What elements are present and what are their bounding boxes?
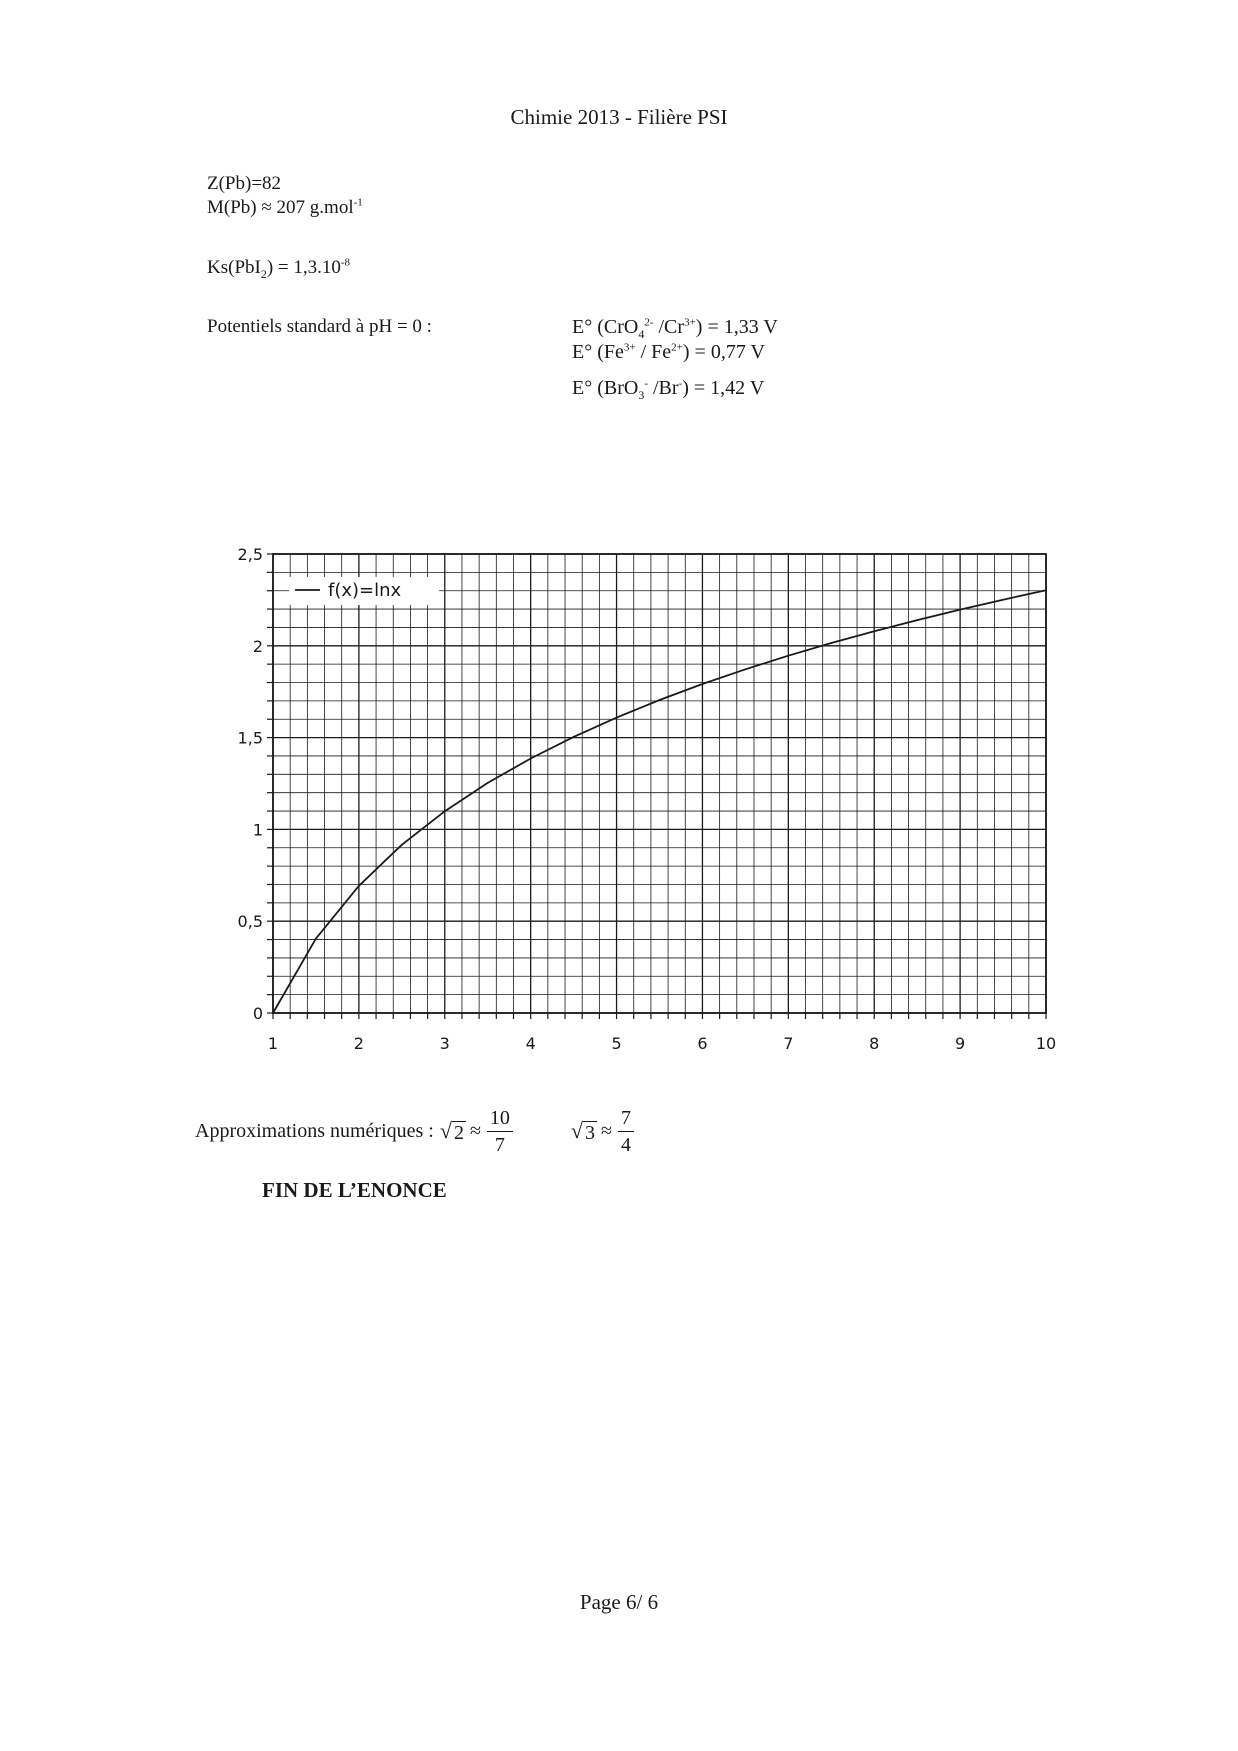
series-point (873, 630, 875, 632)
y-tick-label: 2,5 (237, 545, 263, 564)
ks-pbi2: $Ks(PbI_2) = 1,3.10^{-8}$ (207, 256, 351, 281)
x-tick-label: 1 (267, 1034, 279, 1053)
z-pb: Z(Pb)=82 (207, 173, 282, 194)
series-point (659, 699, 661, 701)
series-point (830, 642, 832, 644)
potential-bro3-br: E° (BrO$_3$- /Br-) = 1,42 V (572, 377, 765, 402)
approximations: Approximations numériques : √ 2 ≈ $\frac{10}{7}$ √ 3 ≈ $\frac{7}{4}$ (195, 1105, 640, 1158)
potential-fe3-fe2: E° $(Fe^{3+} / Fe^{2+}) = 0,77$ V (572, 341, 765, 363)
sqrt2: √ 2 (439, 1118, 464, 1144)
y-tick-label: 1,5 (237, 728, 263, 748)
potentials-label: Potentiels standard à pH = 0 : (207, 316, 432, 337)
fraction-10-7: $\frac{10}{7}$ (487, 1105, 513, 1158)
x-tick-label: 7 (783, 1034, 794, 1053)
x-tick-label: 5 (611, 1034, 622, 1053)
series-point (272, 1012, 274, 1014)
series-point (487, 782, 489, 784)
series-point (616, 717, 618, 719)
end-of-statement: FIN DE L’ENONCE (262, 1178, 447, 1202)
series-point (788, 655, 790, 657)
y-tick-label: 0 (252, 1004, 263, 1023)
y-tick-label: 1 (252, 820, 263, 840)
fraction-7-4: $\frac{7}{4}$ (618, 1105, 634, 1158)
x-tick-label: 10 (1035, 1034, 1057, 1053)
series-point (444, 810, 446, 812)
series-point (573, 736, 575, 738)
page-header: Chimie 2013 - Filière PSI (510, 105, 728, 129)
x-tick-label: 2 (353, 1034, 364, 1053)
x-tick-label: 9 (955, 1034, 966, 1053)
legend-label: f(x)=lnx (328, 580, 402, 601)
sqrt3: √ 3 (570, 1118, 595, 1144)
series-point (1045, 589, 1047, 591)
series-point (702, 683, 704, 685)
series-line-lnx (273, 590, 1046, 1013)
x-tick-label: 3 (439, 1034, 450, 1053)
series-point (530, 758, 532, 760)
plot-frame (273, 554, 1046, 1013)
approx-label: Approximations numériques : (195, 1120, 434, 1142)
y-tick-label: 0,5 (237, 912, 263, 932)
y-tick-label: 2 (252, 636, 263, 656)
potential-cro4-cr: E° (CrO$_4^{2-}$ $/Cr^{3+}) = 1,33$ V (572, 316, 778, 341)
x-tick-label: 4 (525, 1034, 536, 1053)
page-number: Page 6/ 6 (579, 1590, 659, 1614)
series-point (358, 885, 360, 887)
series-point (959, 609, 961, 611)
series-point (1002, 599, 1004, 601)
series-point (916, 619, 918, 621)
m-pb: M(Pb) ≈ 207 g.mol$^{-1}$ (207, 196, 363, 218)
series-point (745, 669, 747, 671)
series-point (315, 938, 317, 940)
series-point (401, 844, 403, 846)
x-tick-label: 8 (869, 1034, 880, 1053)
x-tick-label: 6 (697, 1034, 708, 1053)
